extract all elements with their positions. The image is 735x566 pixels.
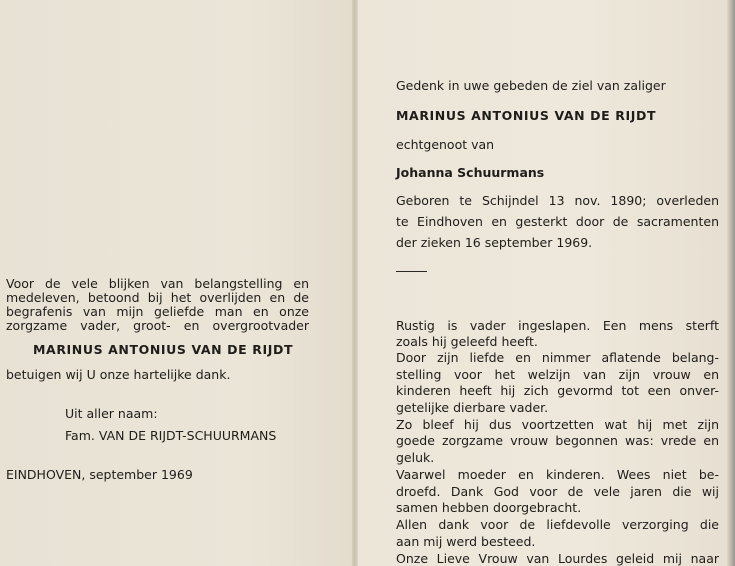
poem-line-14: aan mij werd besteed. [396,534,536,549]
family-name: Fam. VAN DE RIJDT-SCHUURMANS [65,428,277,443]
thanks-line-3: begrafenis van mijn geliefde man en onze [6,304,309,319]
poem-line-5: kinderen heeft hij zich gevormd tot een onver- [396,383,719,398]
card-edge-shadow [727,0,735,566]
poem-line-12: samen hebben doorgebracht. [396,500,582,515]
prayer-intro: Gedenk in uwe gebeden de ziel van zaliger [396,78,666,93]
poem-line-9: geluk. [396,450,435,465]
divider-rule [396,271,427,272]
poem-line-13: Allen dank voor de liefdevolle verzorging die [396,517,719,532]
deceased-name-left: MARINUS ANTONIUS VAN DE RIJDT [33,342,294,357]
poem-line-3: Door zijn liefde en nimmer aflatende belang- [396,350,719,365]
spouse-label: echtgenoot van [396,137,495,152]
poem-line-1: Rustig is vader ingeslapen. Een mens sterft [396,318,719,333]
poem-line-8: goede zorgzame vrouw begonnen was: vrede en [396,433,719,448]
thanks-line-1: Voor de vele blijken van belangstelling en [6,276,309,291]
poem-line-11: droefd. Dank God voor de vele jaren die wij [396,484,719,499]
poem-line-15: Onze Lieve Vrouw van Lourdes geleid mij naar [396,551,719,566]
poem-line-6: getelijke dierbare vader. [396,400,549,415]
poem-line-2: zoals hij geleefd heeft. [396,334,538,349]
birth-death-line-3: der zieken 16 september 1969. [396,235,593,250]
thanks-line-4: zorgzame vader, groot- en overgrootvader [6,318,309,333]
place-date: EINDHOVEN, september 1969 [6,467,193,482]
thanks-closing: betuigen wij U onze hartelijke dank. [6,367,231,382]
deceased-name-right: MARINUS ANTONIUS VAN DE RIJDT [396,108,657,123]
thanks-line-2: medeleven, betoond bij het overlijden en de [6,290,309,305]
on-behalf-label: Uit aller naam: [65,406,158,421]
spouse-name: Johanna Schuurmans [396,165,545,180]
poem-line-7: Zo bleef hij dus voortzetten wat hij met zijn [396,417,719,432]
birth-death-line-2: te Eindhoven en gesterkt door de sacramenten [396,214,719,229]
poem-line-10: Vaarwel moeder en kinderen. Wees niet be- [396,467,719,482]
birth-death-line-1: Geboren te Schijndel 13 nov. 1890; overleden [396,193,719,208]
poem-line-4: stelling voor het welzijn van zijn vrouw en [396,367,719,382]
